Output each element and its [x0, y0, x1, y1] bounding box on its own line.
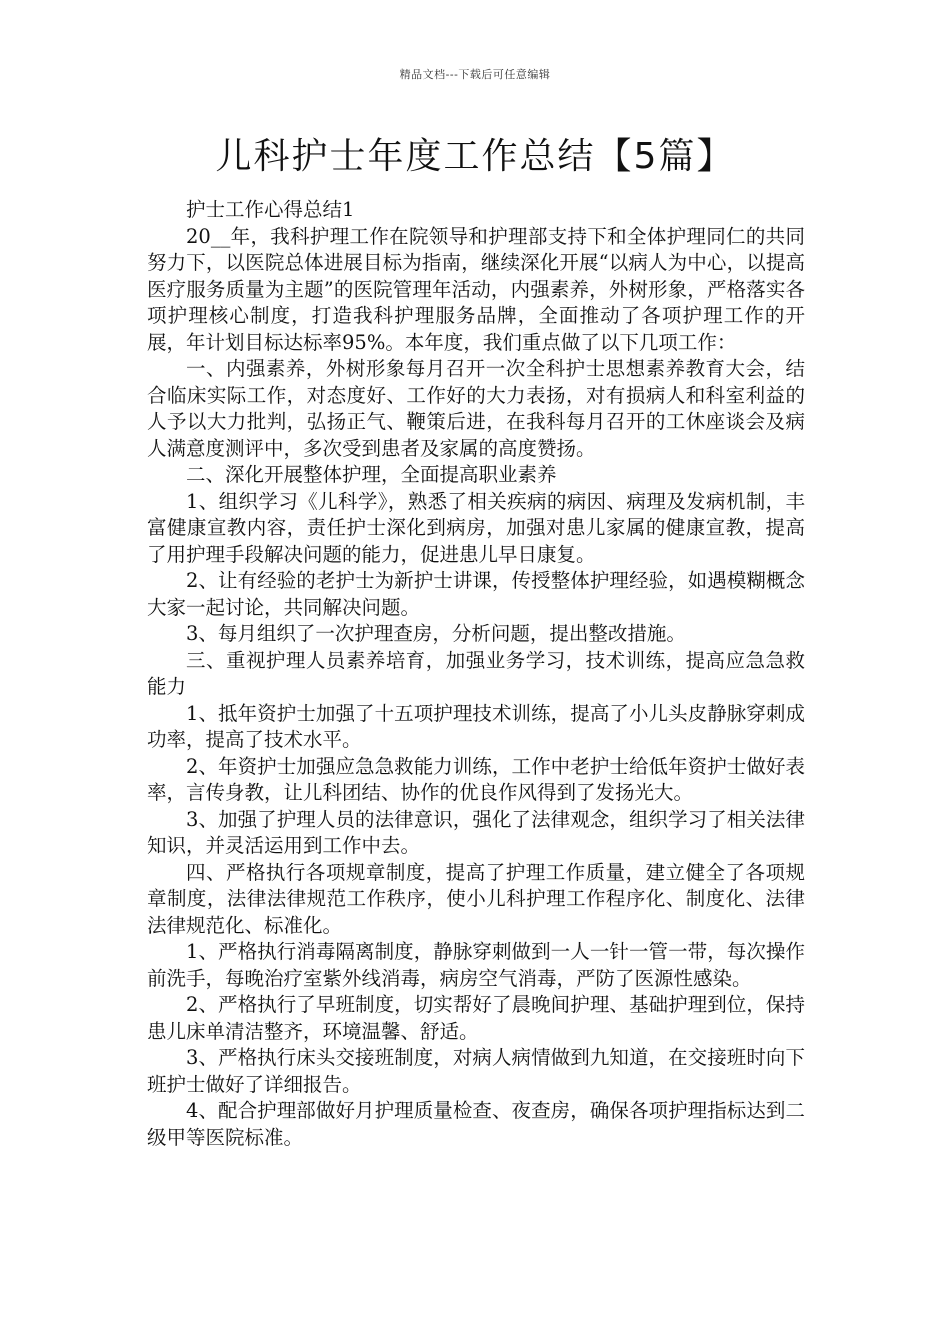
- paragraph: 1、组织学习《儿科学》，熟悉了相关疾病的病因、病理及发病机制，丰富健康宣教内容，责任护士深化到病房，加强对患儿家属的健康宣教，提高了用护理手段解决问题的能力，促进患儿早日康复。: [147, 489, 805, 566]
- document-title: 儿科护士年度工作总结【5篇】: [215, 136, 735, 177]
- paragraph: 3、每月组织了一次护理查房，分析问题，提出整改措施。: [186, 622, 686, 645]
- page-header-note: 精品文档---下载后可任意编辑: [399, 68, 551, 81]
- section-heading: 护士工作心得总结1: [186, 198, 355, 221]
- paragraph: 一、内强素养，外树形象每月召开一次全科护士思想素养教育大会，结合临床实际工作，对态度好、工作好的大力表扬，对有损病人和科室利益的人予以大力批判，弘扬正气、鞭策后进，在我科每月召开的工休座谈会及病人满意度测评中，多次受到患者及家属的高度赞扬。: [147, 357, 805, 460]
- paragraph: 2、年资护士加强应急急救能力训练，工作中老护士给低年资护士做好表率，言传身教，让儿科团结、协作的优良作风得到了发扬光大。: [147, 754, 805, 804]
- paragraph: 3、加强了护理人员的法律意识，强化了法律观念，组织学习了相关法律知识，并灵活运用到工作中去。: [147, 807, 805, 857]
- paragraph: 2、让有经验的老护士为新护士讲课，传授整体护理经验，如遇模糊概念大家一起讨论，共同解决问题。: [147, 569, 805, 619]
- paragraph: 4、配合护理部做好月护理质量检查、夜查房，确保各项护理指标达到二级甲等医院标准。: [147, 1099, 805, 1149]
- paragraph: 3、严格执行床头交接班制度，对病人病情做到九知道，在交接班时向下班护士做好了详细报告。: [147, 1046, 805, 1096]
- paragraph: 1、抵年资护士加强了十五项护理技术训练，提高了小儿头皮静脉穿刺成功率，提高了技术水平。: [147, 701, 805, 751]
- paragraph: 四、严格执行各项规章制度，提高了护理工作质量，建立健全了各项规章制度，法律法律规范工作秩序，使小儿科护理工作程序化、制度化、法律法律规范化、标准化。: [147, 860, 805, 937]
- paragraph: 三、重视护理人员素养培育，加强业务学习，技术训练，提高应急急救能力: [147, 648, 805, 698]
- paragraph: 二、深化开展整体护理，全面提高职业素养: [186, 463, 557, 486]
- paragraph: 20__年，我科护理工作在院领导和护理部支持下和全体护理同仁的共同努力下，以医院总体进展目标为指南，继续深化开展“以病人为中心，以提高医疗服务质量为主题”的医院管理年活动，内强素养，外树形象，严格落实各项护理核心制度，打造我科护理服务品牌，全面推动了各项护理工作的开展，年计划目标达标率95%。本年度，我们重点做了以下几项工作：: [147, 224, 805, 354]
- paragraph: 1、严格执行消毒隔离制度，静脉穿刺做到一人一针一管一带，每次操作前洗手，每晚治疗室紫外线消毒，病房空气消毒，严防了医源性感染。: [147, 940, 805, 990]
- paragraph: 2、严格执行了早班制度，切实帮好了晨晚间护理、基础护理到位，保持患儿床单清洁整齐，环境温馨、舒适。: [147, 993, 805, 1043]
- document-body: [147, 197, 805, 1151]
